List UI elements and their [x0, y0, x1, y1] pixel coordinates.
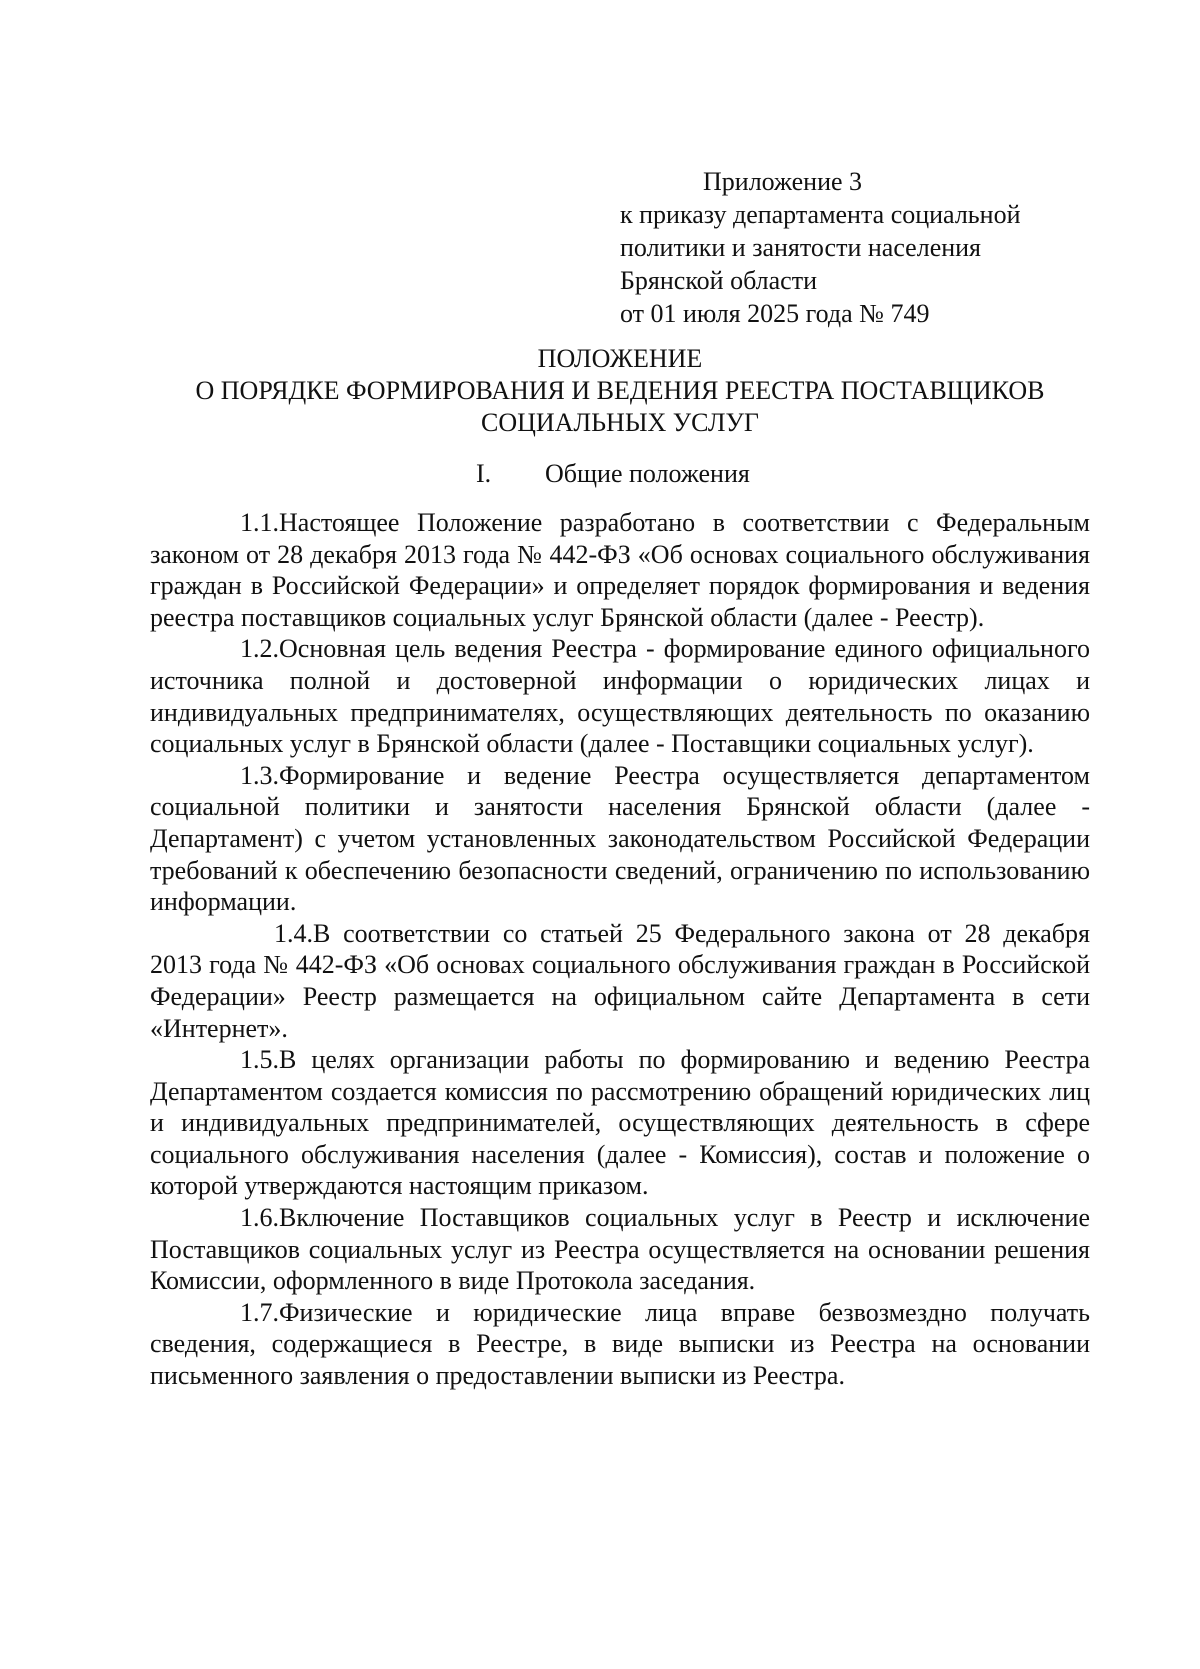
body-text: [150, 507, 1090, 1392]
paragraph-number: 1.5.: [240, 1045, 279, 1075]
paragraph-text: Формирование и ведение Реестра осуществляется департаментом социальной политики и занятости населения Брянской области (далее - Департамент) с учетом установленных законодательством Российской Федерации требований к обеспечению безопасности сведений, ограничению по использованию информации.: [150, 760, 1090, 917]
appendix-department: политики и занятости населения: [620, 233, 982, 262]
paragraph-1-5: [150, 1044, 1090, 1202]
document-title: [150, 343, 1090, 439]
paragraph-text: Основная цель ведения Реестра - формирование единого официального источника полной и достоверной информации о юридических лицах и индивидуальных предпринимателях, осуществляющих деятельность по оказанию социальных услуг в Брянской области (далее - Поставщики социальных услуг).: [150, 634, 1090, 759]
paragraph-1-1: [150, 507, 1090, 633]
paragraph-1-2: [150, 633, 1090, 759]
paragraph-text: В целях организации работы по формированию и ведению Реестра Департаментом создается комиссия по рассмотрению обращений юридических лиц и индивидуальных предпринимателей, осуществляющих деятельность в сфере социального обслуживания населения (далее - Комиссия), состав и положение о которой утверждаются настоящим приказом.: [150, 1045, 1090, 1201]
appendix-number: Приложение 3: [703, 167, 863, 196]
paragraph-number: 1.3.: [240, 760, 279, 790]
title-line-1: ПОЛОЖЕНИЕ: [537, 344, 703, 373]
title-line-2: О ПОРЯДКЕ ФОРМИРОВАНИЯ И ВЕДЕНИЯ РЕЕСТРА ПОСТАВЩИКОВ: [195, 376, 1045, 405]
appendix-date-number: от 01 июля 2025 года № 749: [620, 299, 930, 328]
paragraph-number: 1.1.: [240, 508, 279, 537]
paragraph-text: Настоящее Положение разработано в соответствии с Федеральным законом от 28 декабря 2013 года № 442-ФЗ «Об основах социального обслуживания граждан в Российской Федерации» и определяет порядок формирования и ведения реестра поставщиков социальных услуг Брянской области (далее - Реестр).: [150, 508, 1090, 632]
title-line-3: СОЦИАЛЬНЫХ УСЛУГ: [481, 408, 759, 437]
paragraph-number: 1.2.: [240, 634, 279, 664]
paragraph-1-6: [150, 1202, 1090, 1297]
appendix-order-ref: к приказу департамента социальной: [620, 200, 1021, 229]
section-number: I.: [476, 459, 492, 488]
paragraph-number: 1.4.: [274, 918, 313, 948]
paragraph-1-3: [150, 760, 1090, 918]
section-title: Общие положения: [545, 459, 750, 488]
paragraph-1-7: [150, 1297, 1090, 1392]
paragraph-text: Физические и юридические лица вправе безвозмездно получать сведения, содержащиеся в Реестре, в виде выписки из Реестра на основании письменного заявления о предоставлении выписки из Реестра.: [150, 1297, 1090, 1391]
appendix-block: [620, 165, 1090, 330]
paragraph-1-4: [150, 918, 1090, 1044]
paragraph-text: В соответствии со статьей 25 Федерального закона от 28 декабря 2013 года № 442-ФЗ «Об основах социального обслуживания граждан в Российской Федерации» Реестр размещается на официальном сайте Департамента в сети «Интернет».: [150, 918, 1090, 1043]
paragraph-text: Включение Поставщиков социальных услуг в Реестр и исключение Поставщиков социальных услуг из Реестра осуществляется на основании решения Комиссии, оформленного в виде Протокола заседания.: [150, 1203, 1090, 1296]
appendix-region: Брянской области: [620, 266, 817, 295]
paragraph-number: 1.6.: [240, 1203, 279, 1233]
paragraph-number: 1.7.: [240, 1297, 279, 1327]
